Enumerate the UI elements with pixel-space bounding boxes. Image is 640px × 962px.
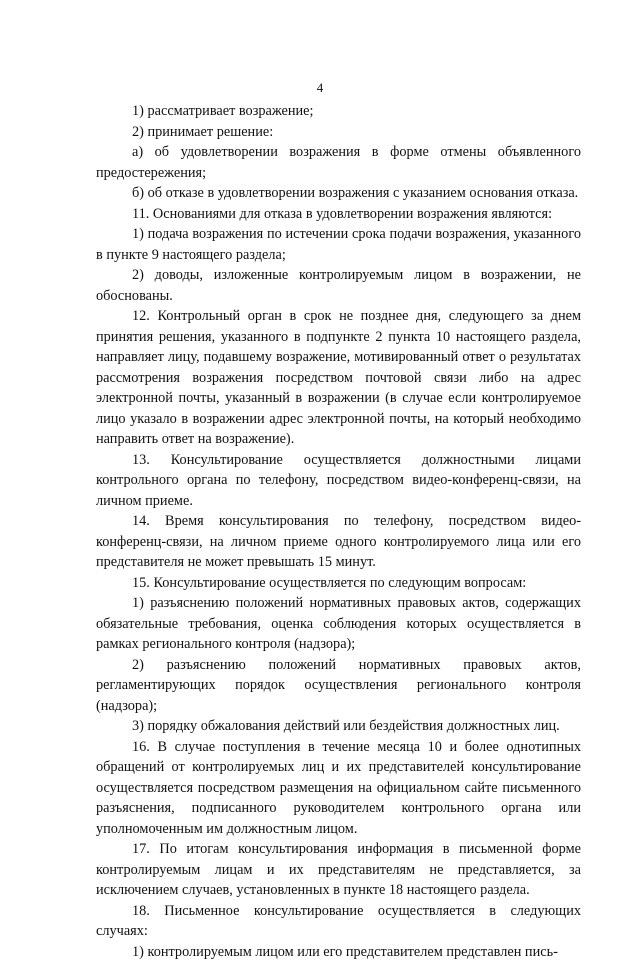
paragraph-16: 17. По итогам консультирования информация в письменной форме контролируемым лицам и их представителям не представляется, за исключением случаев, установленных в пункте 18 настоящего раздела. — [96, 839, 581, 901]
paragraph-4: б) об отказе в удовлетворении возражения с указанием основания отказа. — [96, 183, 581, 204]
paragraph-17: 18. Письменное консультирование осуществляется в следующих случаях: — [96, 901, 581, 942]
paragraph-3: а) об удовлетворении возражения в форме отмены объявленного предостережения; — [96, 142, 581, 183]
paragraph-9: 13. Консультирование осуществляется должностными лицами контрольного органа по телефону, посредством видео-конференц-связи, на личном приеме. — [96, 450, 581, 512]
paragraph-14: 3) порядку обжалования действий или бездействия должностных лиц. — [96, 716, 581, 737]
paragraph-8: 12. Контрольный орган в срок не позднее дня, следующего за днем принятия решения, указанного в подпункте 2 пункта 10 настоящего раздела, направляет лицу, подавшему возражение, мотивированный ответ о результатах рассмотрения возражения посредством почтовой связи либо на адрес электронной почты, указанный в возражении (в случае если контролируемое лицо указало в возражении адрес электронной почты, на который необходимо направить ответ на возражение). — [96, 306, 581, 450]
paragraph-5: 11. Основаниями для отказа в удовлетворении возражения являются: — [96, 204, 581, 225]
paragraph-18: 1) контролируемым лицом или его представителем представлен пись- — [96, 942, 581, 962]
document-body — [96, 101, 581, 962]
paragraph-10: 14. Время консультирования по телефону, посредством видео-конференц-связи, на личном приеме одного контролируемого лица или его представителя не может превышать 15 минут. — [96, 511, 581, 573]
paragraph-7: 2) доводы, изложенные контролируемым лицом в возражении, не обоснованы. — [96, 265, 581, 306]
paragraph-15: 16. В случае поступления в течение месяца 10 и более однотипных обращений от контролируемых лиц и их представителей консультирование осуществляется посредством размещения на официальном сайте письменного разъяснения, подписанного руководителем контрольного органа или уполномоченным им должностным лицом. — [96, 737, 581, 840]
paragraph-1: 1) рассматривает возражение; — [96, 101, 581, 122]
paragraph-11: 15. Консультирование осуществляется по следующим вопросам: — [96, 573, 581, 594]
paragraph-12: 1) разъяснению положений нормативных правовых актов, содержащих обязательные требования, оценка соблюдения которых осуществляется в рамках регионального контроля (надзора); — [96, 593, 581, 655]
page-number: 4 — [0, 80, 640, 96]
paragraph-6: 1) подача возражения по истечении срока подачи возражения, указанного в пункте 9 настоящего раздела; — [96, 224, 581, 265]
paragraph-2: 2) принимает решение: — [96, 122, 581, 143]
paragraph-13: 2) разъяснению положений нормативных правовых актов, регламентирующих порядок осуществления регионального контроля (надзора); — [96, 655, 581, 717]
